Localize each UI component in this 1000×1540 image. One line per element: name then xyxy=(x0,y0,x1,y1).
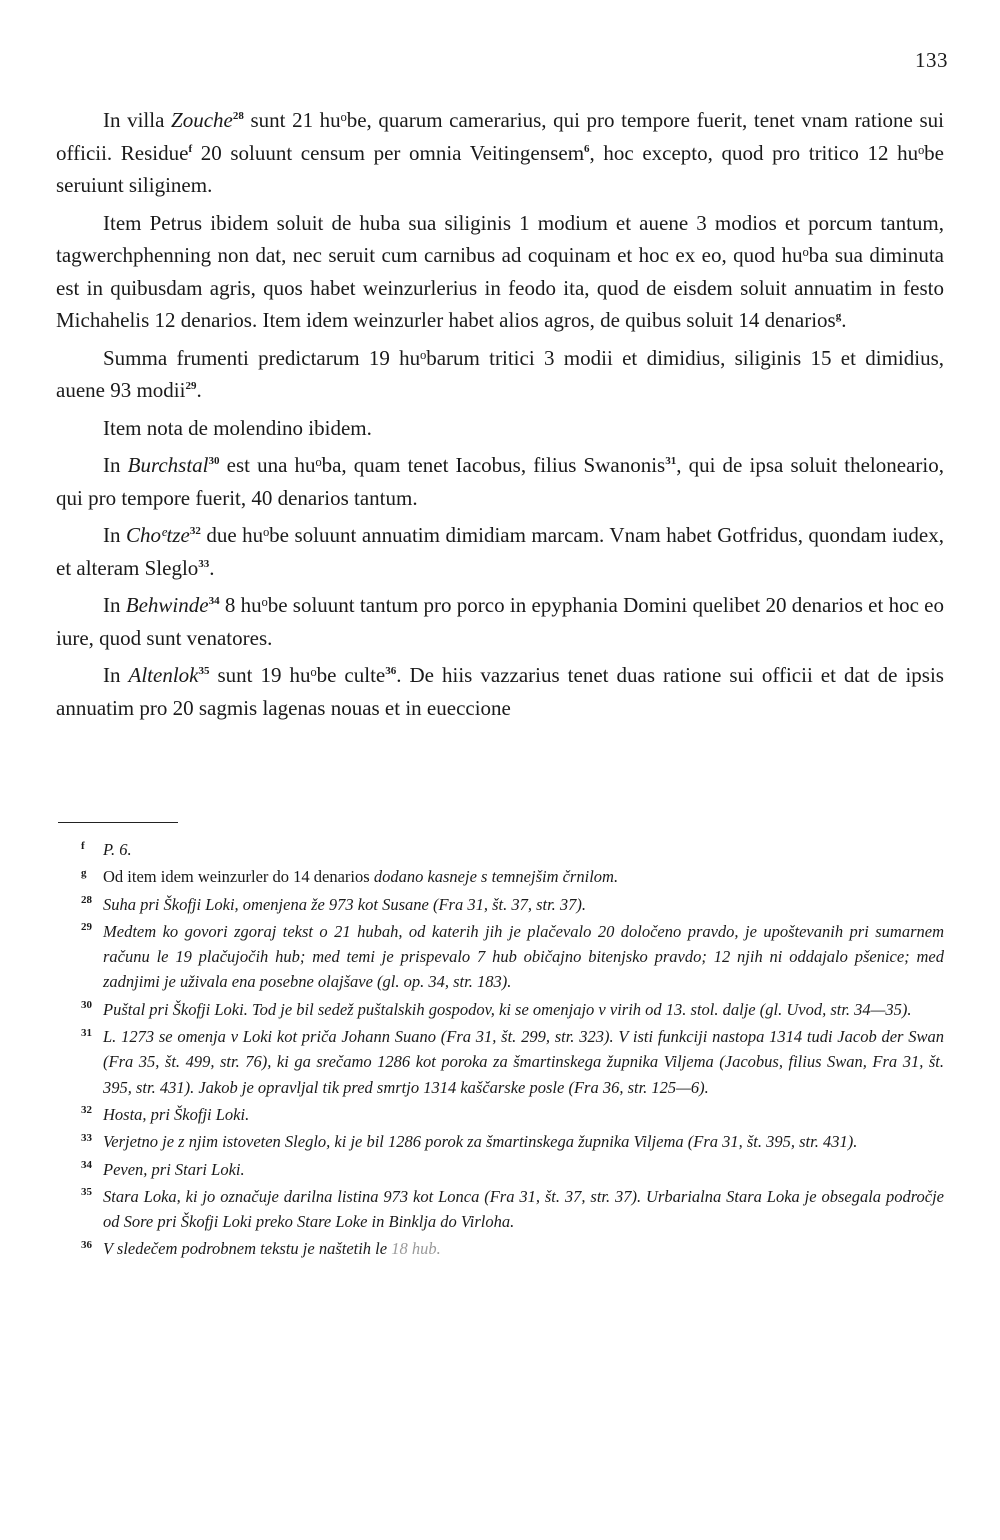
paragraph-behwinde: In Behwinde$^{34}$ 8 huᵒbe soluunt tantum pro porco in epyphania Domini quelibet 20 denarios et hoc eo iure, quod sunt venatores. xyxy=(56,593,944,650)
footnote-36: 36 V sledečem podrobnem tekstu je naštetih le 18 hub. xyxy=(81,1238,441,1259)
footnote-g: g Od item idem weinzurler do 14 denarios dodano kasneje s temnejšim črnilom. xyxy=(81,866,619,887)
footnote-ref[interactable]: 28 xyxy=(232,110,244,122)
page-number: 133 xyxy=(915,48,948,72)
footnote-ref[interactable]: g xyxy=(835,310,842,322)
footnote-31: 31 L. 1273 se omenja v Loki kot priča Johann Suano (Fra 31, št. 299, str. 323). V isti funkciji nastopa 1314 tudi Jacob der Swan (Fra 35, št. 499, str. 76), ki ga srečamo 1286 kot poroka za šmartinskega župnika Viljema (Jacobus, filius Swan, Fra 31, št. 395, str. 431). Jakob je opravljal tik pred smrtjo 1314 kaščarske posle (Fra 36, str. 125—6). xyxy=(81,1026,944,1097)
footnote-ref[interactable]: 6 xyxy=(584,142,590,155)
footnote-30: 30 Puštal pri Škofji Loki. Tod je bil sedež puštalskih gospodov, ki se omenjajo v virih od 13. stol. dalje (gl. Uvod, str. 34—35). xyxy=(81,999,912,1019)
footnote-ref[interactable]: 35 xyxy=(198,665,210,677)
footnote-ref[interactable]: 30 xyxy=(208,455,220,467)
footnote-ref[interactable]: 33 xyxy=(198,557,210,570)
place-name: Zouche xyxy=(171,108,233,132)
paragraph-zouche: In villa Zouche$^{28}$ sunt 21 huᵒbe, quarum camerarius, qui pro tempore fuerit, tenet vnam ratione sui officii. Residue$^f$ 20 soluunt censum per omnia Veitingensem$^6$, hoc excepto, quod pro tritico 12 huᵒbe seruiunt siliginem. xyxy=(56,108,944,197)
main-text xyxy=(56,104,944,729)
faded-text: 18 hub. xyxy=(391,1239,441,1259)
footnotes xyxy=(56,837,944,1264)
footnote-ref[interactable]: 31 xyxy=(665,455,677,467)
footnote-ref[interactable]: 36 xyxy=(385,665,397,677)
place-name: Burchstal xyxy=(127,453,209,477)
paragraph-molendino: Item nota de molendino ibidem. xyxy=(103,415,372,440)
paragraph-summa: Summa frumenti predictarum 19 huᵒbarum tritici 3 modii et dimidius, siliginis 15 et dimidius, auene 93 modii$^{29}$. xyxy=(56,345,944,402)
place-name: Altenlok xyxy=(128,663,199,687)
footnote-ref[interactable]: f xyxy=(188,142,193,155)
footnote-28: 28 Suha pri Škofji Loki, omenjena že 973 kot Susane (Fra 31, št. 37, str. 37). xyxy=(81,894,587,914)
paragraph-choetze: In Choᵉtze$^{32}$ due huᵒbe soluunt annuatim dimidiam marcam. Vnam habet Gotfridus, quondam iudex, et alteram Sleglo$^{33}$. xyxy=(56,523,944,580)
paragraph-burchstal: In Burchstal$^{30}$ est una huᵒba, quam tenet Iacobus, filius Swanonis$^{31}$, qui de ipsa soluit theloneario, qui pro tempore fuerit, 40 denarios tantum. xyxy=(56,453,944,510)
footnote-ref[interactable]: 32 xyxy=(189,525,201,537)
place-name: Choᵉtze xyxy=(125,523,190,547)
footnote-29: 29 Medtem ko govori zgoraj tekst o 21 hubah, od katerih jih je plačevalo 20 določeno pravdo, je upoštevanih pri sumarnem računu le 19 plačujоčih hub; med temi je prispevalo 7 hub običajno bitenjsko pravdo; 12 njih ni oddajalo pšenice; med zadnjimi je uživala ena posebne olajšave (gl. op. 34, str. 183). xyxy=(81,921,944,992)
paragraph-petrus: Item Petrus ibidem soluit de huba sua siliginis 1 modium et auene 3 modios et porcum tantum, tagwerchphenning non dat, nec seruit cum carnibus ad coquinam et hoc ex eo, quod huᵒba sua diminuta est in quibusdam agris, quos habet weinzurlerius in feodo ita, quod de eisdem soluit annuatim in festo Michahelis 12 denarios. Item idem weinzurler habet alios agros, de quibus soluit 14 denarios$^g$. xyxy=(56,210,944,332)
footnote-f: f P. 6. xyxy=(81,839,132,859)
footnote-ref[interactable]: 29 xyxy=(185,380,197,392)
footnote-33: 33 Verjetno je z njim istoveten Sleglo, ki je bil 1286 porok za šmartinskega župnika Viljema (Fra 31, št. 395, str. 431). xyxy=(81,1131,858,1152)
paragraph-altenlok: In Altenlok$^{35}$ sunt 19 huᵒbe culte$^{36}$. De hiis vazzarius tenet duas ratione sui officii et dat de ipsis annuatim pro 20 sagmis lagenas nouas et in eueccione xyxy=(56,663,944,720)
footnote-32: 32 Hosta, pri Škofji Loki. xyxy=(81,1104,250,1124)
place-name: Behwinde xyxy=(125,593,209,617)
footnote-ref[interactable]: 34 xyxy=(208,595,220,607)
footnote-35: 35 Stara Loka, ki jo označuje darilna listina 973 kot Lonca (Fra 31, št. 37, str. 37). Urbarialna Stara Loka je obsegala področje od Sore pri Škofji Loki preko Stare Loke in Binklja do Virloha. xyxy=(81,1186,944,1232)
footnote-divider xyxy=(58,822,178,823)
footnote-34: 34 Peven, pri Stari Loki. xyxy=(81,1159,245,1179)
